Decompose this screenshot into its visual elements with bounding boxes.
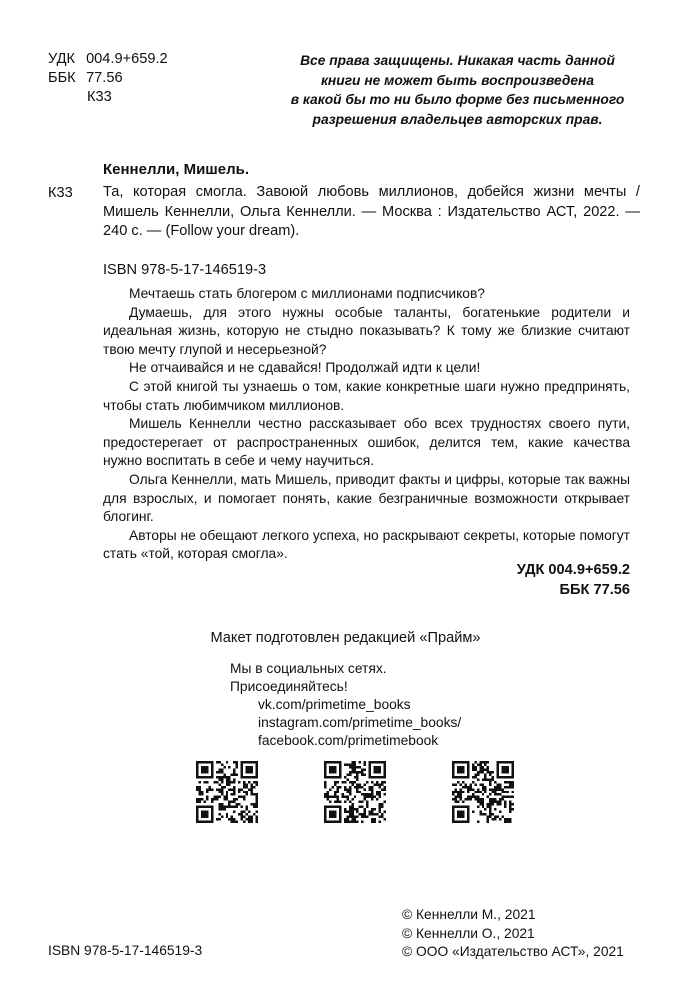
rights-line: Все права защищены. Никакая часть данной (300, 53, 615, 68)
annotation-paragraph: Мишель Кеннелли честно рассказывает обо всех трудностях своего пути, предостерегает от распространенных ошибок, делится тем, какие качества нужно воспитать в себе и чему научиться. (103, 416, 630, 469)
bbk-line (48, 69, 208, 88)
annotation-paragraph: Думаешь, для этого нужны особые таланты, богатенькие родители и идеальная жизнь, которую не стыдно показывать? К тому же близкие считают твою мечту глупой и несерьезной? (103, 304, 630, 357)
social-line: Присоединяйтесь! (230, 679, 348, 694)
bbk-label: ББК (48, 70, 76, 86)
author-mark: К33 (87, 89, 112, 105)
bib-description: Та, которая смогла. Завоюй любовь миллионов, добейся жизни мечты / Мишель Кеннелли, Ольга Кеннелли. — Москва : Издательство АСТ, 2022. — 240 с. — (Follow your dream). (103, 184, 640, 239)
isbn-top: ISBN 978-5-17-146519-3 (103, 262, 267, 278)
isbn-bottom: ISBN 978-5-17-146519-3 (48, 943, 203, 958)
author-heading: Кеннелли, Мишель. (103, 161, 250, 178)
annotation-paragraph: Ольга Кеннелли, мать Мишель, приводит факты и цифры, которые так важны для взрослых, и помогает понять, какие безграничные возможности открывает блогинг. (103, 471, 630, 525)
bib-code: К33 (48, 185, 73, 201)
social-link-facebook[interactable]: facebook.com/primetimebook (258, 733, 439, 748)
annotation-paragraph: Не отчаивайся и не сдавайся! Продолжай идти к цели! (129, 360, 481, 376)
udk-right-line: УДК 004.9+659.2 (516, 562, 630, 578)
copyright-line: © Кеннелли О., 2021 (402, 925, 535, 941)
copyright-block (402, 906, 624, 962)
rights-notice (285, 51, 630, 129)
annotation (103, 285, 630, 564)
social-line: Мы в социальных сетях. (230, 661, 387, 676)
annotation-paragraph: С этой книгой ты узнаешь о том, какие конкретные шаги нужно предпринять, чтобы стать любимчиком миллионов. (103, 378, 630, 413)
udk-value: 004.9+659.2 (86, 51, 168, 67)
rights-line: в какой бы то ни было форме без письменного (290, 92, 625, 107)
udk-line (48, 50, 208, 69)
qr-code-icon[interactable] (452, 761, 514, 823)
social-block (230, 660, 461, 750)
classification-block (48, 50, 208, 107)
annotation-paragraph: Мечтаешь стать блогером с миллионами подписчиков? (129, 286, 485, 301)
classification-right (480, 560, 630, 600)
rights-line: разрешения владельцев авторских прав. (312, 111, 603, 127)
rights-line: книги не может быть воспроизведена (320, 72, 595, 88)
annotation-paragraph: Авторы не обещают легкого успеха, но раскрывают секреты, которые помогут стать «той, которая смогла». (103, 527, 630, 562)
qr-code-icon[interactable] (196, 761, 258, 823)
social-link-vk[interactable]: vk.com/primetime_books (258, 697, 411, 712)
udk-label: УДК (48, 51, 75, 67)
qr-code-icon[interactable] (324, 761, 386, 823)
bbk-value: 77.56 (86, 70, 123, 86)
copyright-line: © ООО «Издательство АСТ», 2021 (402, 944, 624, 959)
copyright-line: © Кеннелли М., 2021 (402, 907, 536, 922)
social-link-instagram[interactable]: instagram.com/primetime_books/ (258, 715, 462, 730)
bbk-right-line: ББК 77.56 (559, 582, 630, 598)
prepared-by: Макет подготовлен редакцией «Прайм» (210, 630, 481, 646)
